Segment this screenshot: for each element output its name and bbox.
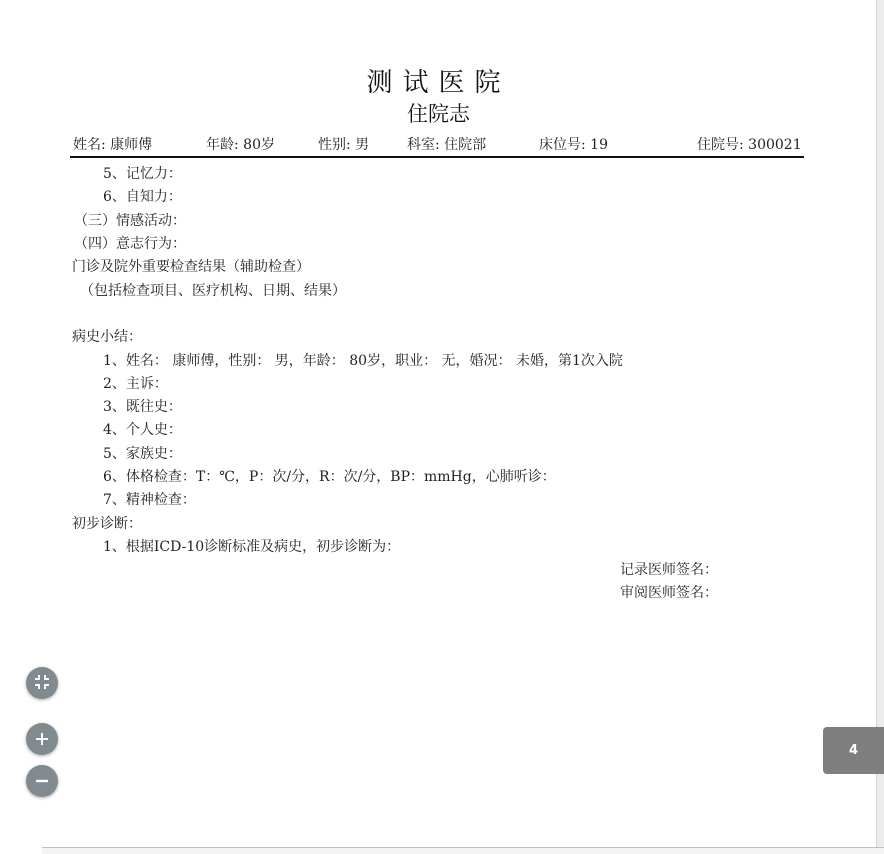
- section-heading: 初步诊断：: [72, 516, 142, 532]
- document-title: 住院志: [407, 102, 470, 126]
- page-edge-right: [876, 0, 884, 854]
- patient-department: 科室: 住院部: [407, 137, 487, 153]
- fit-page-icon: [34, 673, 50, 693]
- patient-bed: 床位号: 19: [539, 137, 608, 153]
- hospital-name: 测试医院: [366, 68, 511, 98]
- body-line: 1、根据ICD-10诊断标准及病史，初步诊断为：: [103, 539, 401, 555]
- zoom-out-icon: [35, 771, 49, 791]
- body-line: 1、姓名： 康师傅，性别： 男，年龄： 80岁，职业： 无，婚况： 未婚，第1次入院: [103, 353, 623, 369]
- zoom-in-button[interactable]: [26, 723, 58, 755]
- patient-admission-number: 住院号: 300021: [697, 137, 802, 153]
- section-heading: 病史小结：: [72, 329, 142, 345]
- page-number-indicator[interactable]: 4: [823, 727, 884, 774]
- recorder-signature-label: 记录医师签名：: [620, 562, 718, 578]
- body-line: 7、精神检查：: [103, 492, 196, 508]
- body-line: 6、自知力：: [103, 189, 182, 205]
- zoom-in-icon: [35, 729, 49, 749]
- body-line: 4、个人史：: [103, 422, 182, 438]
- reviewer-signature-label: 审阅医师签名：: [620, 585, 718, 601]
- body-line: 3、既往史：: [103, 399, 182, 415]
- patient-age: 年龄: 80岁: [206, 137, 275, 153]
- patient-name: 姓名: 康师傅: [73, 137, 153, 153]
- body-line: 2、主诉：: [103, 376, 168, 392]
- body-line: （包括检查项目、医疗机构、日期、结果）: [80, 283, 346, 299]
- header-rule: [70, 156, 804, 158]
- patient-sex: 性别: 男: [318, 137, 370, 153]
- zoom-out-button[interactable]: [26, 765, 58, 797]
- body-line: 门诊及院外重要检查结果（辅助检查）: [72, 259, 310, 275]
- body-line: （三）情感活动：: [74, 213, 186, 229]
- body-line: （四）意志行为：: [74, 236, 186, 252]
- fit-page-button[interactable]: [26, 667, 58, 699]
- body-line: 5、家族史：: [103, 446, 182, 462]
- page-edge-bottom: [42, 847, 884, 854]
- body-line: 6、体格检查：T：℃，P：次/分，R：次/分，BP：mmHg，心肺听诊：: [103, 469, 556, 485]
- body-line: 5、记忆力：: [103, 166, 182, 182]
